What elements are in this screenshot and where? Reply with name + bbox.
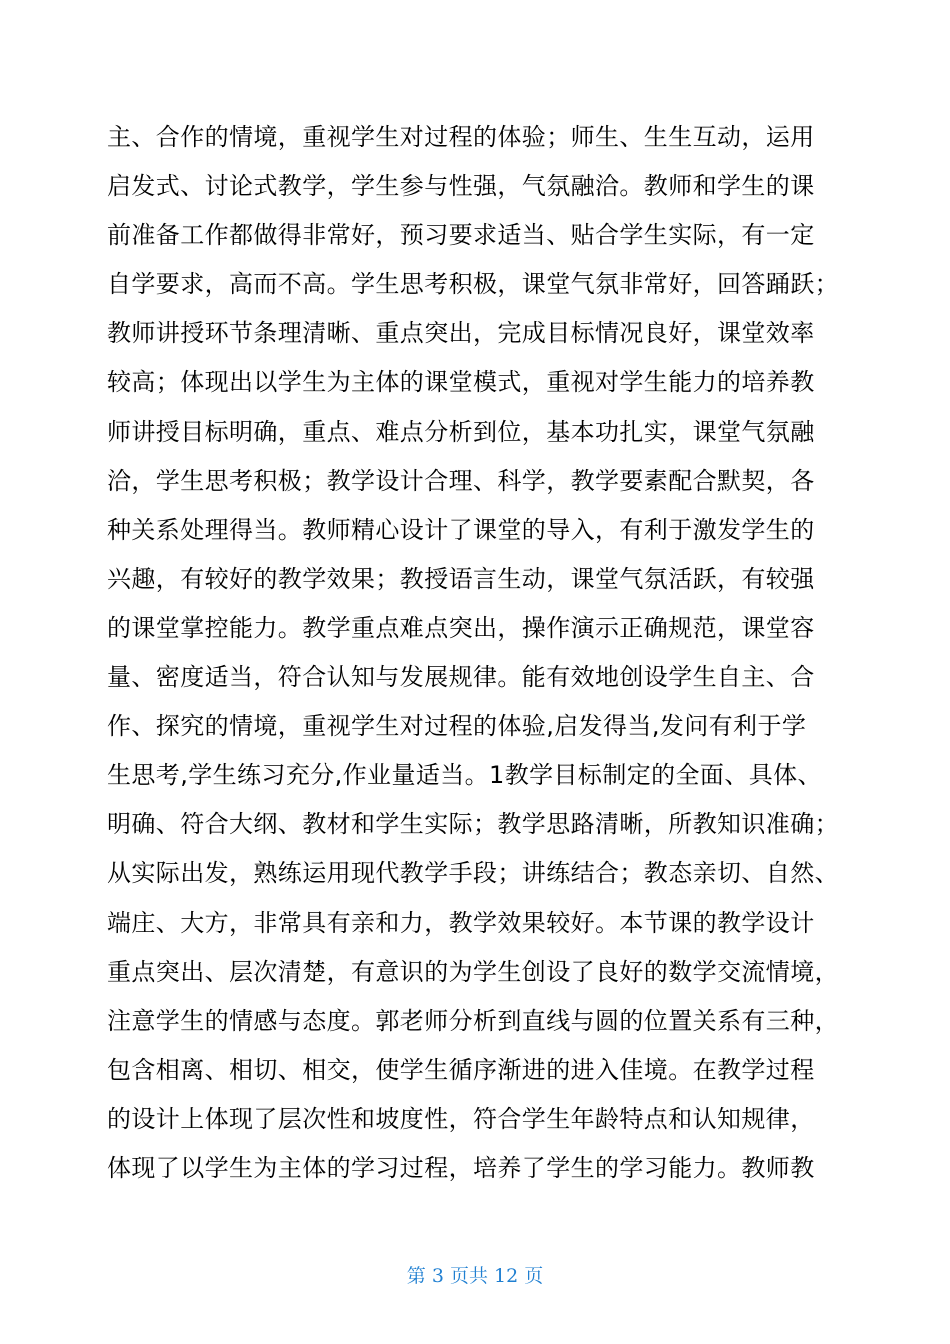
- text-line: 主、合作的情境，重视学生对过程的体验；师生、生生互动，运用: [107, 123, 815, 151]
- text-line: 包含相离、相切、相交，使学生循序渐进的进入佳境。在教学过程: [107, 1055, 815, 1084]
- text-line: 端庄、大方，非常具有亲和力，教学效果较好。本节课的教学设计: [107, 908, 815, 937]
- text-line: 明确、符合大纲、教材和学生实际；教学思路清晰，所教知识准确；: [107, 810, 839, 839]
- text-line: 教师讲授环节条理清晰、重点突出，完成目标情况良好，课堂效率: [107, 319, 815, 348]
- text-line: 生思考,学生练习充分,作业量适当。1教学目标制定的全面、具体、: [107, 761, 822, 790]
- text-line: 兴趣，有较好的教学效果；教授语言生动，课堂气氛活跃，有较强: [107, 564, 815, 593]
- text-line: 的课堂掌控能力。教学重点难点突出，操作演示正确规范，课堂容: [107, 613, 815, 642]
- text-line: 量、密度适当，符合认知与发展规律。能有效地创设学生自主、合: [107, 663, 815, 692]
- text-line: 师讲授目标明确，重点、难点分析到位，基本功扎实，课堂气氛融: [107, 417, 815, 446]
- text-line: 注意学生的情感与态度。郭老师分析到直线与圆的位置关系有三种，: [107, 1006, 839, 1035]
- text-line: 体现了以学生为主体的学习过程，培养了学生的学习能力。教师教: [107, 1153, 815, 1182]
- body-text: [107, 113, 847, 1193]
- page-number-footer: 第 3 页共 12 页: [406, 1265, 544, 1287]
- text-line: 的设计上体现了层次性和坡度性，符合学生年龄特点和认知规律，: [107, 1104, 815, 1133]
- text-line: 种关系处理得当。教师精心设计了课堂的导入，有利于激发学生的: [107, 515, 815, 544]
- text-line: 启发式、讨论式教学，学生参与性强，气氛融洽。教师和学生的课: [107, 172, 815, 201]
- text-line: 洽，学生思考积极；教学设计合理、科学，教学要素配合默契，各: [107, 466, 815, 495]
- text-line: 前准备工作都做得非常好，预习要求适当、贴合学生实际，有一定: [107, 221, 815, 250]
- text-line: 重点突出、层次清楚，有意识的为学生创设了良好的数学交流情境，: [107, 957, 839, 986]
- text-line: 自学要求，高而不高。学生思考积极，课堂气氛非常好，回答踊跃；: [107, 270, 839, 299]
- text-line: 作、探究的情境，重视学生对过程的体验,启发得当,发问有利于学: [107, 712, 807, 741]
- text-line: 较高；体现出以学生为主体的课堂模式，重视对学生能力的培养教: [107, 368, 815, 397]
- text-line: 从实际出发，熟练运用现代教学手段；讲练结合；教态亲切、自然、: [107, 859, 839, 888]
